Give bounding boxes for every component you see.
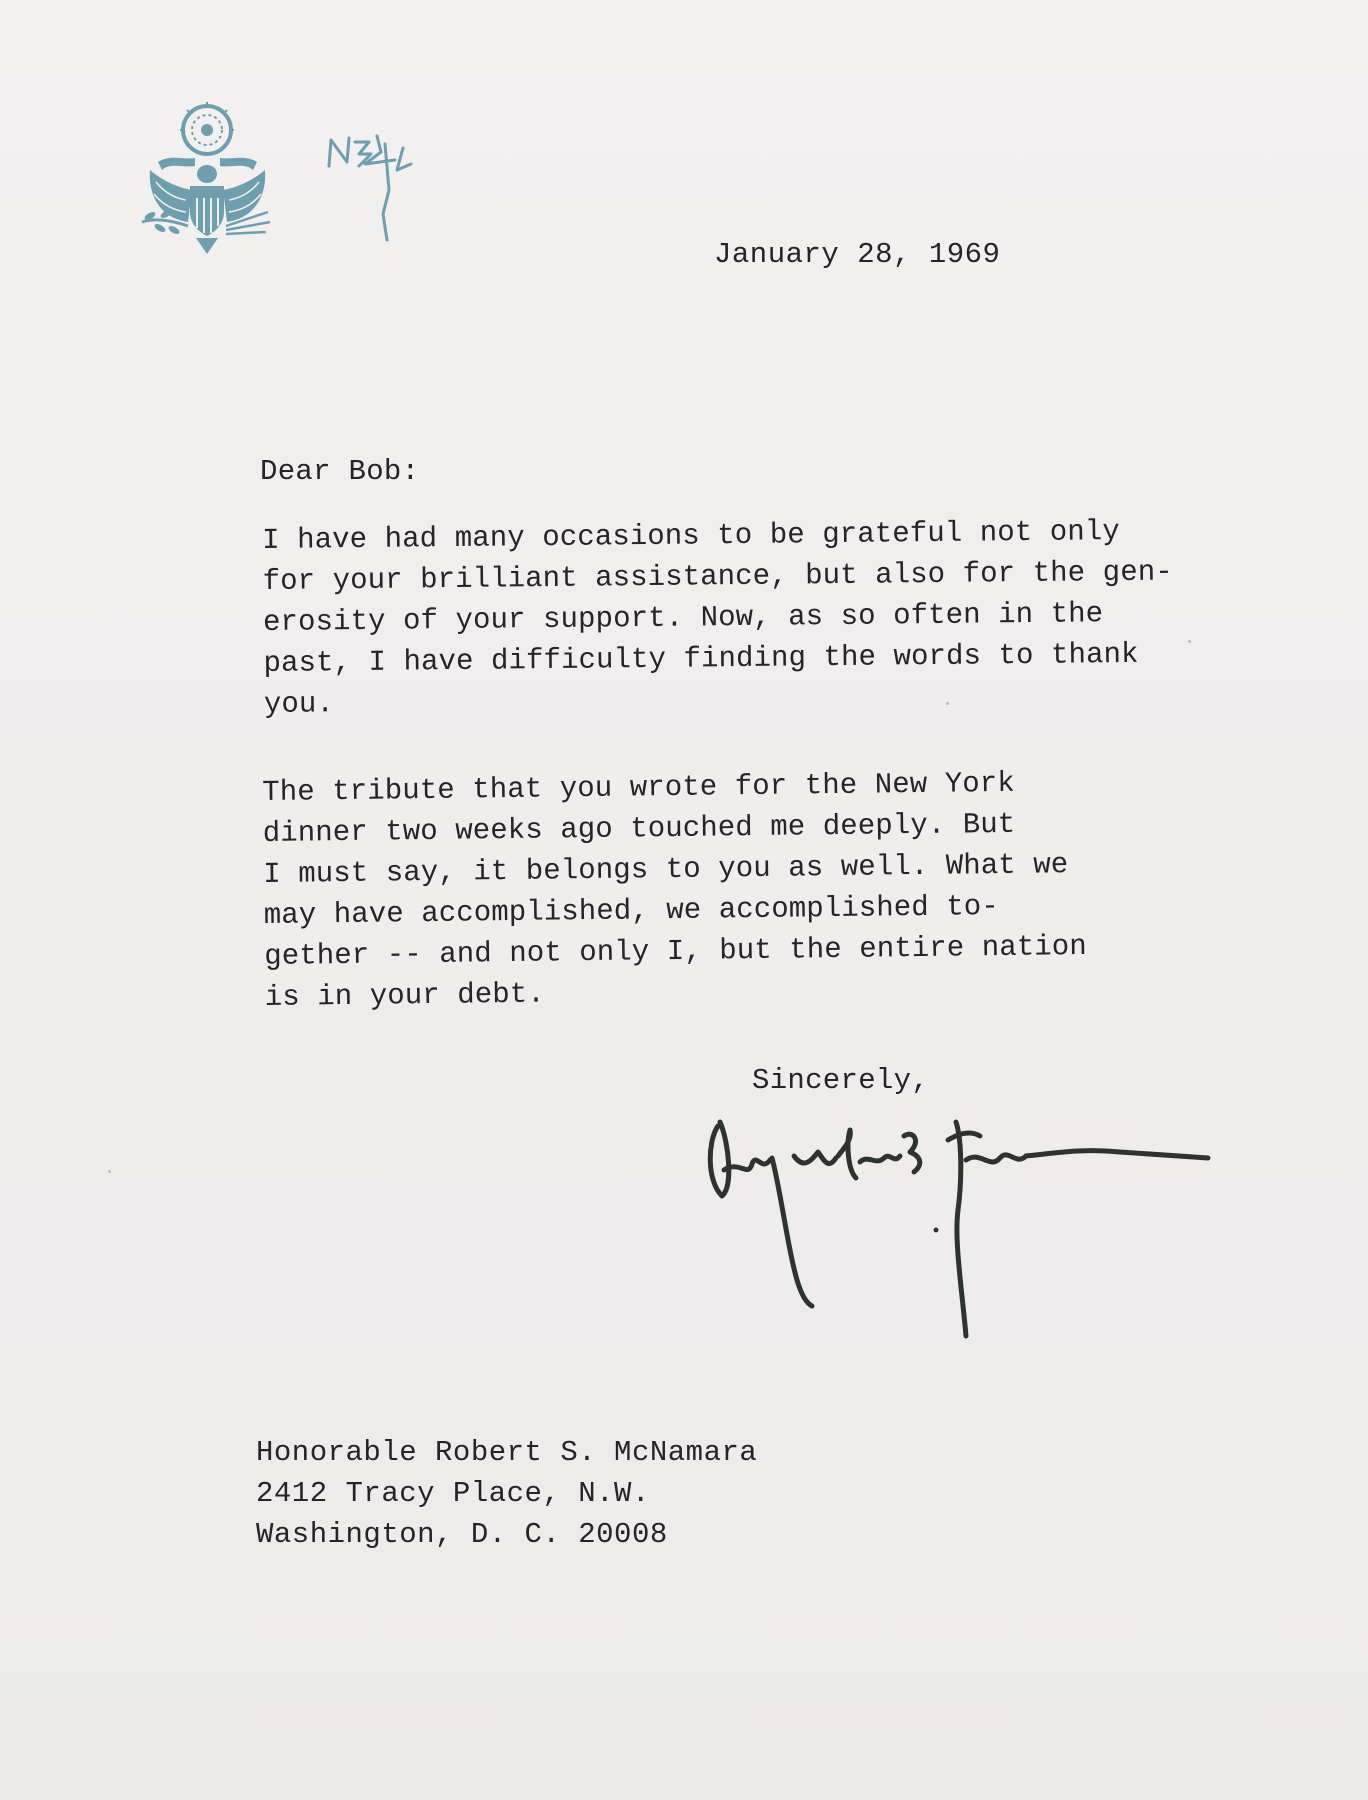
paper-speck — [108, 1170, 111, 1173]
closing: Sincerely, — [752, 1064, 930, 1097]
paragraph-line: gether -- and not only I, but the entire nation — [264, 929, 1088, 973]
paragraph-line: I have had many occasions to be grateful not only — [262, 515, 1120, 557]
paragraph-line: The tribute that you wrote for the New York — [262, 766, 1016, 809]
addressee-street: 2412 Tracy Place, N.W. — [256, 1477, 650, 1510]
paragraph-line: dinner two weeks ago touched me deeply. But — [262, 807, 1016, 850]
handwritten-signature-icon — [700, 1100, 1220, 1350]
paragraph-line: is in your debt. — [264, 977, 545, 1014]
body-paragraph-1 — [262, 510, 1174, 725]
salutation: Dear Bob: — [260, 455, 420, 488]
paper-speck — [1188, 640, 1191, 643]
addressee-city: Washington, D. C. 20008 — [256, 1518, 668, 1551]
paragraph-line: may have accomplished, we accomplished to- — [263, 890, 1000, 932]
handwritten-initials-icon — [325, 130, 435, 245]
paragraph-line: you. — [263, 687, 335, 721]
addressee-name: Honorable Robert S. McNamara — [256, 1436, 758, 1469]
great-seal-eagle-icon — [140, 100, 275, 255]
paragraph-line: past, I have difficulty finding the words to thank — [263, 637, 1139, 680]
paragraph-line: I must say, it belongs to you as well. What we — [263, 848, 1069, 891]
paragraph-line: for your brilliant assistance, but also for the gen- — [262, 555, 1173, 598]
body-paragraph-2 — [262, 762, 1088, 1018]
paper-speck — [946, 702, 949, 705]
paragraph-line: erosity of your support. Now, as so often in the — [262, 597, 1104, 639]
letter-date: January 28, 1969 — [714, 238, 1001, 271]
addressee-block — [256, 1432, 757, 1555]
